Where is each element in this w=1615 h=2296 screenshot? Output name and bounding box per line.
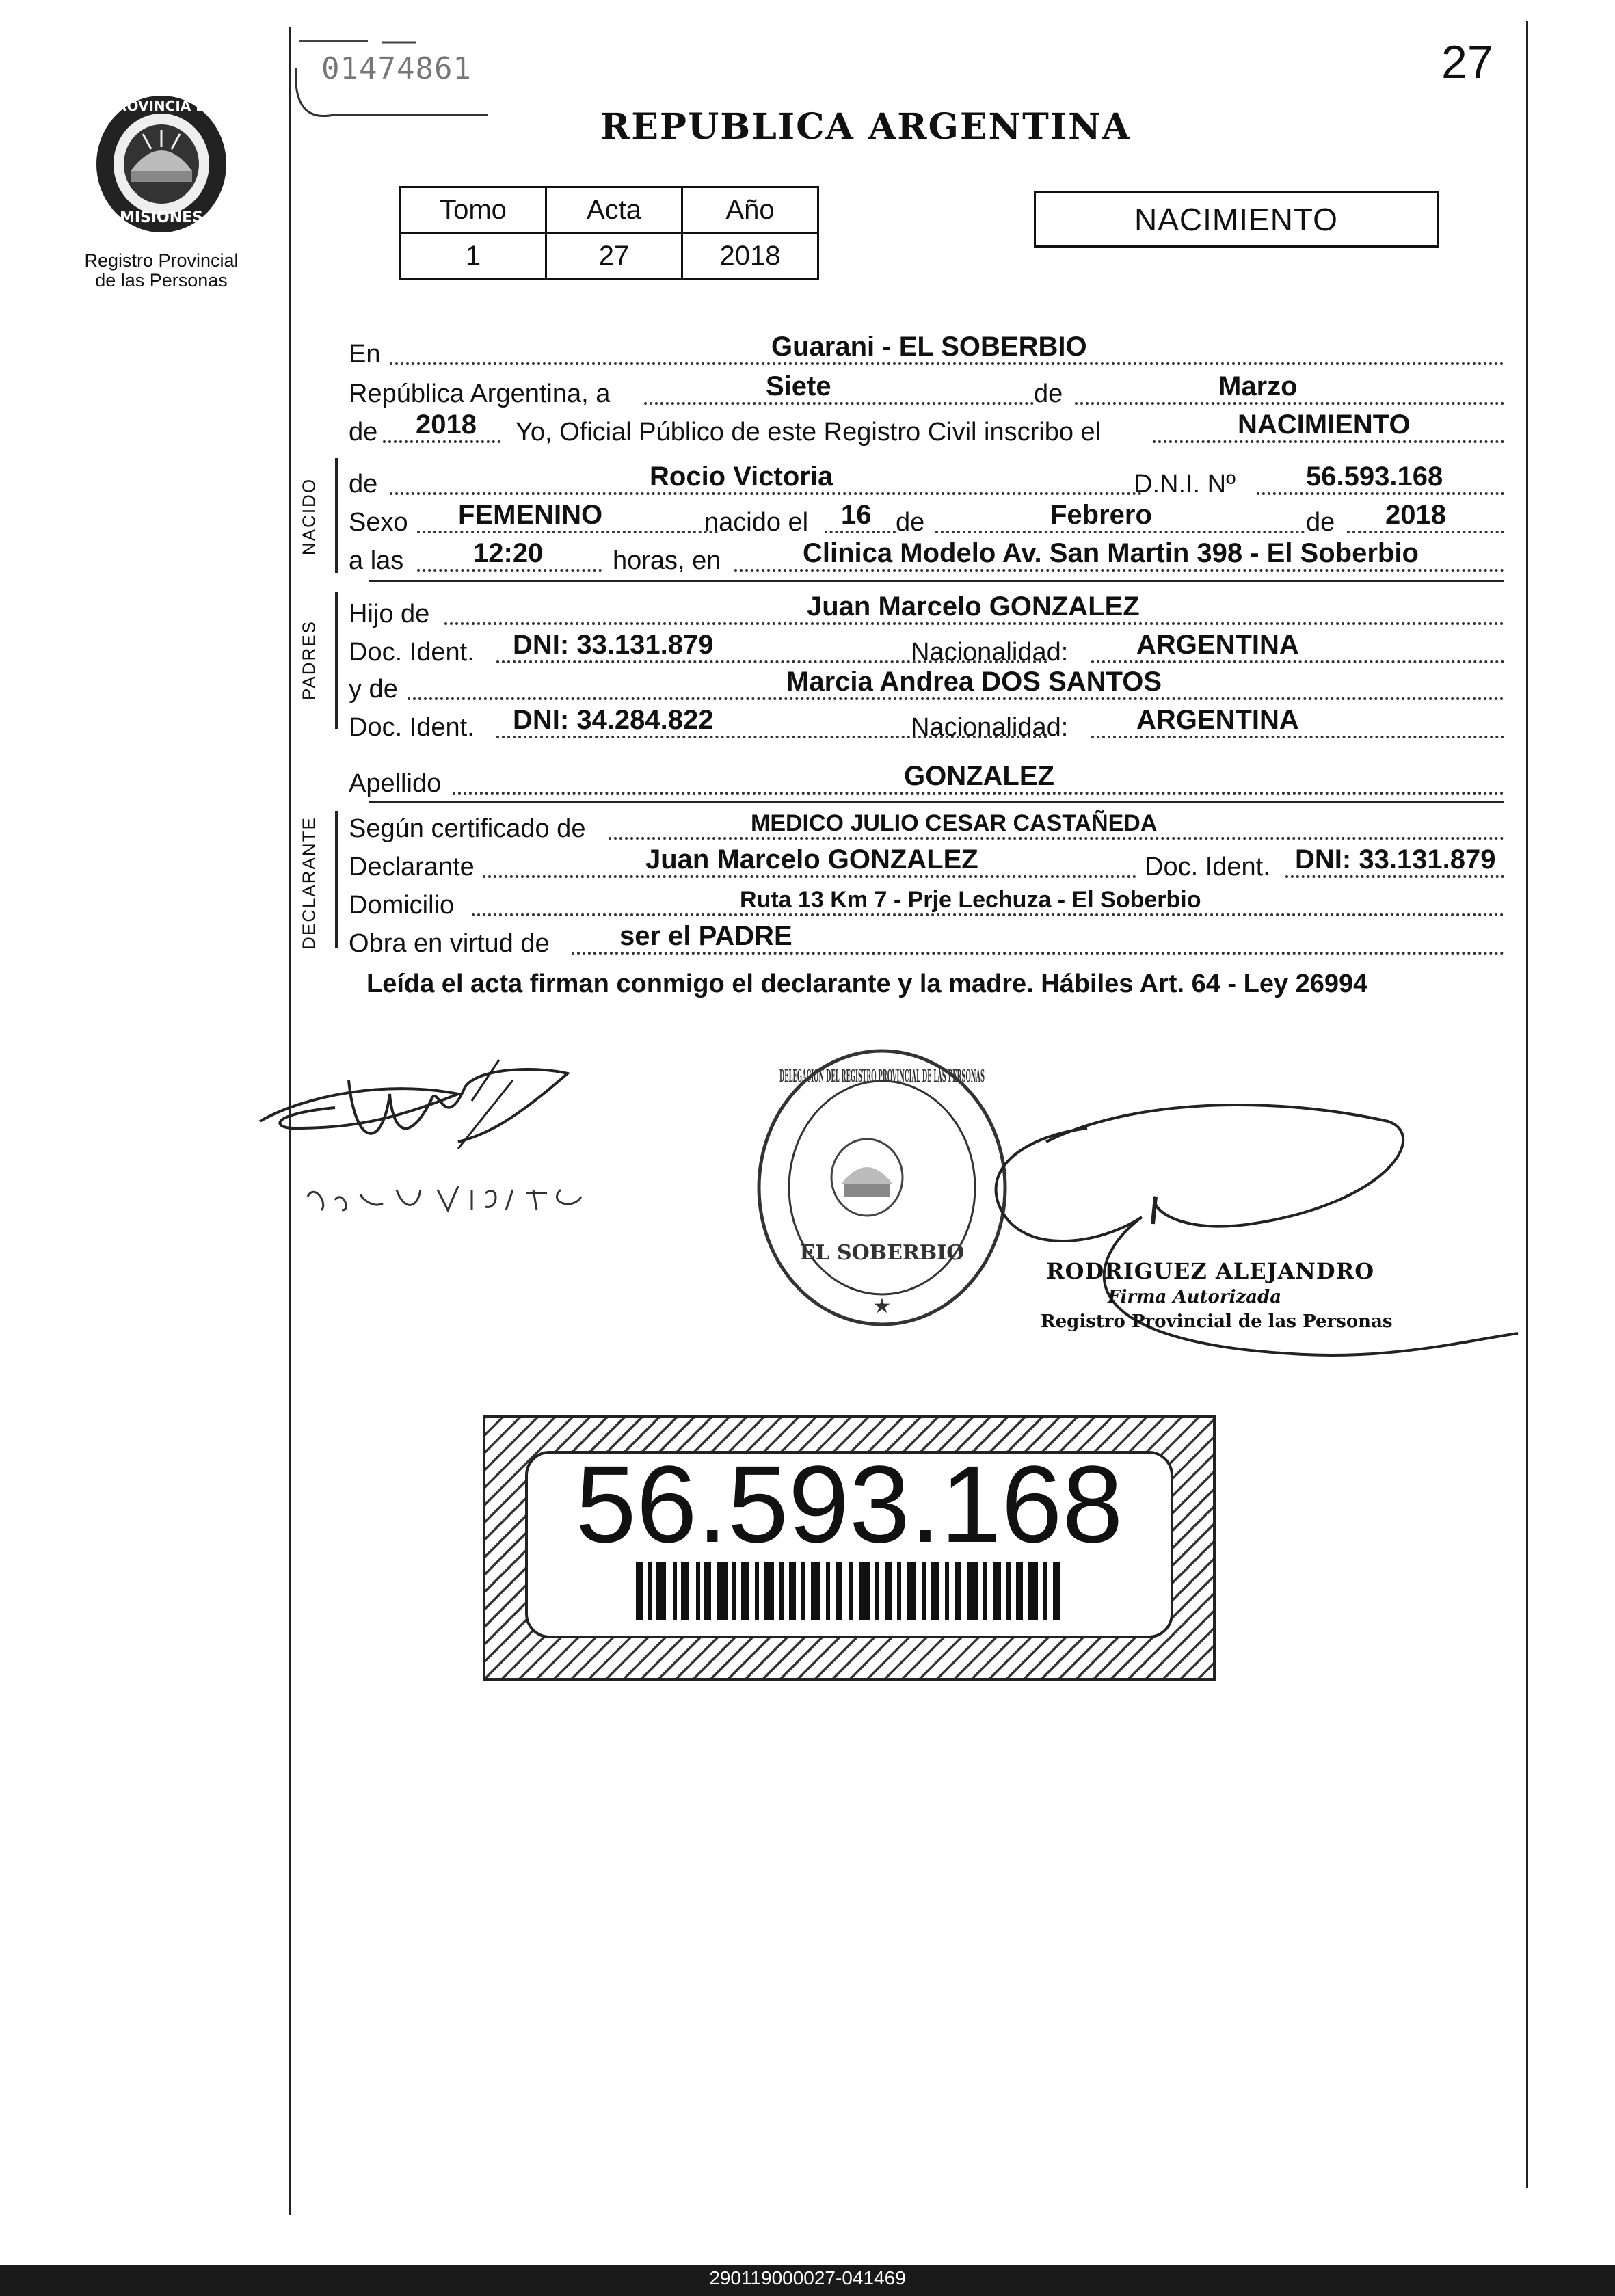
seal-top-text: PROVINCIA DE (106, 98, 217, 114)
register-value-anio: 2018 (682, 233, 818, 279)
republica-label: República Argentina, a (349, 379, 611, 408)
doc-label: Doc. Ident. (1145, 853, 1270, 881)
section-separator (369, 801, 1504, 803)
declarant-name: Juan Marcelo GONZALEZ (645, 844, 978, 875)
dotted-line (1347, 531, 1504, 533)
row-madre-doc (349, 703, 1504, 744)
row-apellido (349, 759, 1504, 800)
dotted-line (483, 875, 1136, 878)
row-padre (349, 589, 1504, 630)
padres-bracket (335, 592, 338, 729)
place-value: Guarani - EL SOBERBIO (771, 332, 1087, 362)
row-hora-lugar (349, 536, 1504, 577)
row-en (349, 330, 1504, 371)
doc-label: Doc. Ident. (349, 638, 475, 667)
a-las-label: a las (349, 546, 404, 575)
official-signature (978, 1080, 1525, 1381)
logo-caption-line2: de las Personas (95, 270, 228, 291)
yo-text: Yo, Oficial Público de este Registro Civil inscribo el (516, 418, 1102, 446)
dotted-line (1285, 875, 1504, 878)
month-value: Marzo (1218, 371, 1298, 401)
mother-nationality: ARGENTINA (1136, 705, 1299, 735)
y-de-label: y de (349, 675, 398, 704)
dotted-line (1075, 402, 1504, 405)
nacido-bracket (335, 458, 338, 573)
dotted-line (609, 837, 1504, 840)
declarante-side-label: DECLARANTE (298, 816, 319, 950)
page-number: 27 (1441, 36, 1493, 88)
footer-code: 290119000027-041469 (709, 2267, 906, 2288)
register-header-anio: Año (682, 187, 818, 233)
row-madre (349, 665, 1504, 706)
star-icon: ★ (872, 1295, 892, 1318)
row-domicilio (349, 881, 1504, 922)
sexo-label: Sexo (349, 508, 408, 537)
child-sex: FEMENINO (458, 500, 603, 530)
birth-day: 16 (841, 500, 872, 530)
child-name: Rocio Victoria (650, 462, 833, 492)
document-title: REPUBLICA ARGENTINA (600, 106, 1131, 148)
father-doc: DNI: 33.131.879 (513, 630, 714, 660)
en-label: En (349, 340, 381, 369)
declarante-label: Declarante (349, 853, 475, 881)
row-nombre (349, 459, 1504, 500)
mother-name: Marcia Andrea DOS SANTOS (786, 667, 1162, 697)
dotted-line (417, 531, 718, 533)
hijo-de-label: Hijo de (349, 600, 430, 628)
dotted-line (472, 913, 1504, 916)
register-table (399, 186, 819, 280)
de-label: de (349, 418, 378, 446)
dotted-line (383, 440, 500, 443)
declarant-address: Ruta 13 Km 7 - Prje Lechuza - El Soberbio (740, 887, 1201, 913)
stamp-outer-text: DELEGACION DEL REGISTRO PROVINCIAL DE LAS PERSONAS (779, 1066, 985, 1086)
de-label: de (349, 470, 378, 498)
register-header-tomo: Tomo (401, 187, 546, 233)
father-name: Juan Marcelo GONZALEZ (807, 591, 1140, 622)
dotted-line (825, 531, 896, 533)
logo-caption (66, 251, 257, 291)
dotted-line (935, 531, 1305, 533)
official-registry: Registro Provincial de las Personas (1041, 1311, 1393, 1332)
birth-month: Febrero (1050, 500, 1152, 530)
register-table-header-row (401, 187, 818, 233)
mother-signature (301, 1162, 602, 1224)
row-padre-doc (349, 628, 1504, 669)
dotted-line (453, 792, 1504, 795)
register-table-value-row (401, 233, 818, 279)
register-value-acta: 27 (546, 233, 682, 279)
serial-number: 01474861 (321, 51, 472, 86)
register-value-tomo: 1 (401, 233, 546, 279)
closing-statement: Leída el acta firman conmigo el declarante y la madre. Hábiles Art. 64 - Ley 26994 (366, 970, 1368, 998)
obra-label: Obra en virtud de (349, 929, 550, 958)
birth-year: 2018 (1385, 500, 1446, 530)
row-inscribo (349, 408, 1504, 449)
nacionalidad-label: Nacionalidad: (911, 638, 1069, 667)
nacido-side-label: NACIDO (298, 477, 319, 556)
father-nationality: ARGENTINA (1136, 630, 1299, 660)
declarant-relation: ser el PADRE (619, 921, 792, 951)
dotted-line (572, 952, 1504, 955)
section-separator (369, 580, 1504, 582)
nacido-el-label: nacido el (704, 508, 809, 537)
row-certificado (349, 804, 1504, 845)
domicilio-label: Domicilio (349, 891, 455, 920)
official-name: RODRIGUEZ ALEJANDRO (1046, 1258, 1375, 1284)
stamp-inner-text: EL SOBERBIO (799, 1241, 965, 1265)
apellido-label: Apellido (349, 769, 442, 798)
de-label: de (1034, 379, 1063, 408)
declarant-signature (253, 1039, 622, 1176)
dni-card-number: 56.593.168 (575, 1443, 1123, 1565)
nacionalidad-label: Nacionalidad: (911, 713, 1069, 742)
certificate-issuer: MEDICO JULIO CESAR CASTAÑEDA (751, 810, 1158, 836)
horas-en-label: horas, en (613, 546, 721, 575)
dotted-line (1091, 660, 1504, 663)
dotted-line (1257, 492, 1504, 495)
row-sexo (349, 498, 1504, 539)
seal-bottom-text: MISIONES (119, 209, 204, 226)
right-margin-line (1526, 21, 1528, 2188)
day-value: Siete (766, 371, 831, 401)
segun-certificado-label: Según certificado de (349, 814, 586, 843)
dotted-line (444, 622, 1504, 625)
dni-label: D.N.I. Nº (1134, 470, 1236, 498)
surname-value: GONZALEZ (904, 761, 1054, 791)
mother-doc: DNI: 34.284.822 (513, 705, 714, 735)
doc-label: Doc. Ident. (349, 713, 475, 742)
official-role: Firma Autorizada (1108, 1287, 1282, 1307)
dotted-line (408, 697, 1504, 700)
declarant-doc: DNI: 33.131.879 (1295, 844, 1496, 875)
row-declarante (349, 842, 1504, 883)
year-value: 2018 (416, 410, 477, 440)
dotted-line (417, 569, 602, 572)
de-label: de (1306, 508, 1335, 537)
declarante-bracket (335, 811, 338, 948)
dotted-line (390, 492, 1142, 495)
de-label: de (896, 508, 925, 537)
row-obra (349, 919, 1504, 960)
dotted-line (734, 569, 1504, 572)
padres-side-label: PADRES (298, 620, 319, 700)
dotted-line (1091, 736, 1504, 738)
row-fecha (349, 369, 1504, 410)
register-header-acta: Acta (546, 187, 682, 233)
record-type-box: NACIMIENTO (1034, 191, 1439, 248)
dotted-line (390, 362, 1504, 365)
dotted-line (1153, 440, 1504, 443)
birth-place: Clinica Modelo Av. San Martin 398 - El Soberbio (803, 538, 1419, 568)
child-dni: 56.593.168 (1306, 462, 1443, 492)
inscribo-value: NACIMIENTO (1238, 410, 1411, 440)
birth-time: 12:20 (473, 538, 544, 568)
logo-caption-line1: Registro Provincial (84, 250, 239, 271)
dotted-line (644, 402, 1034, 405)
